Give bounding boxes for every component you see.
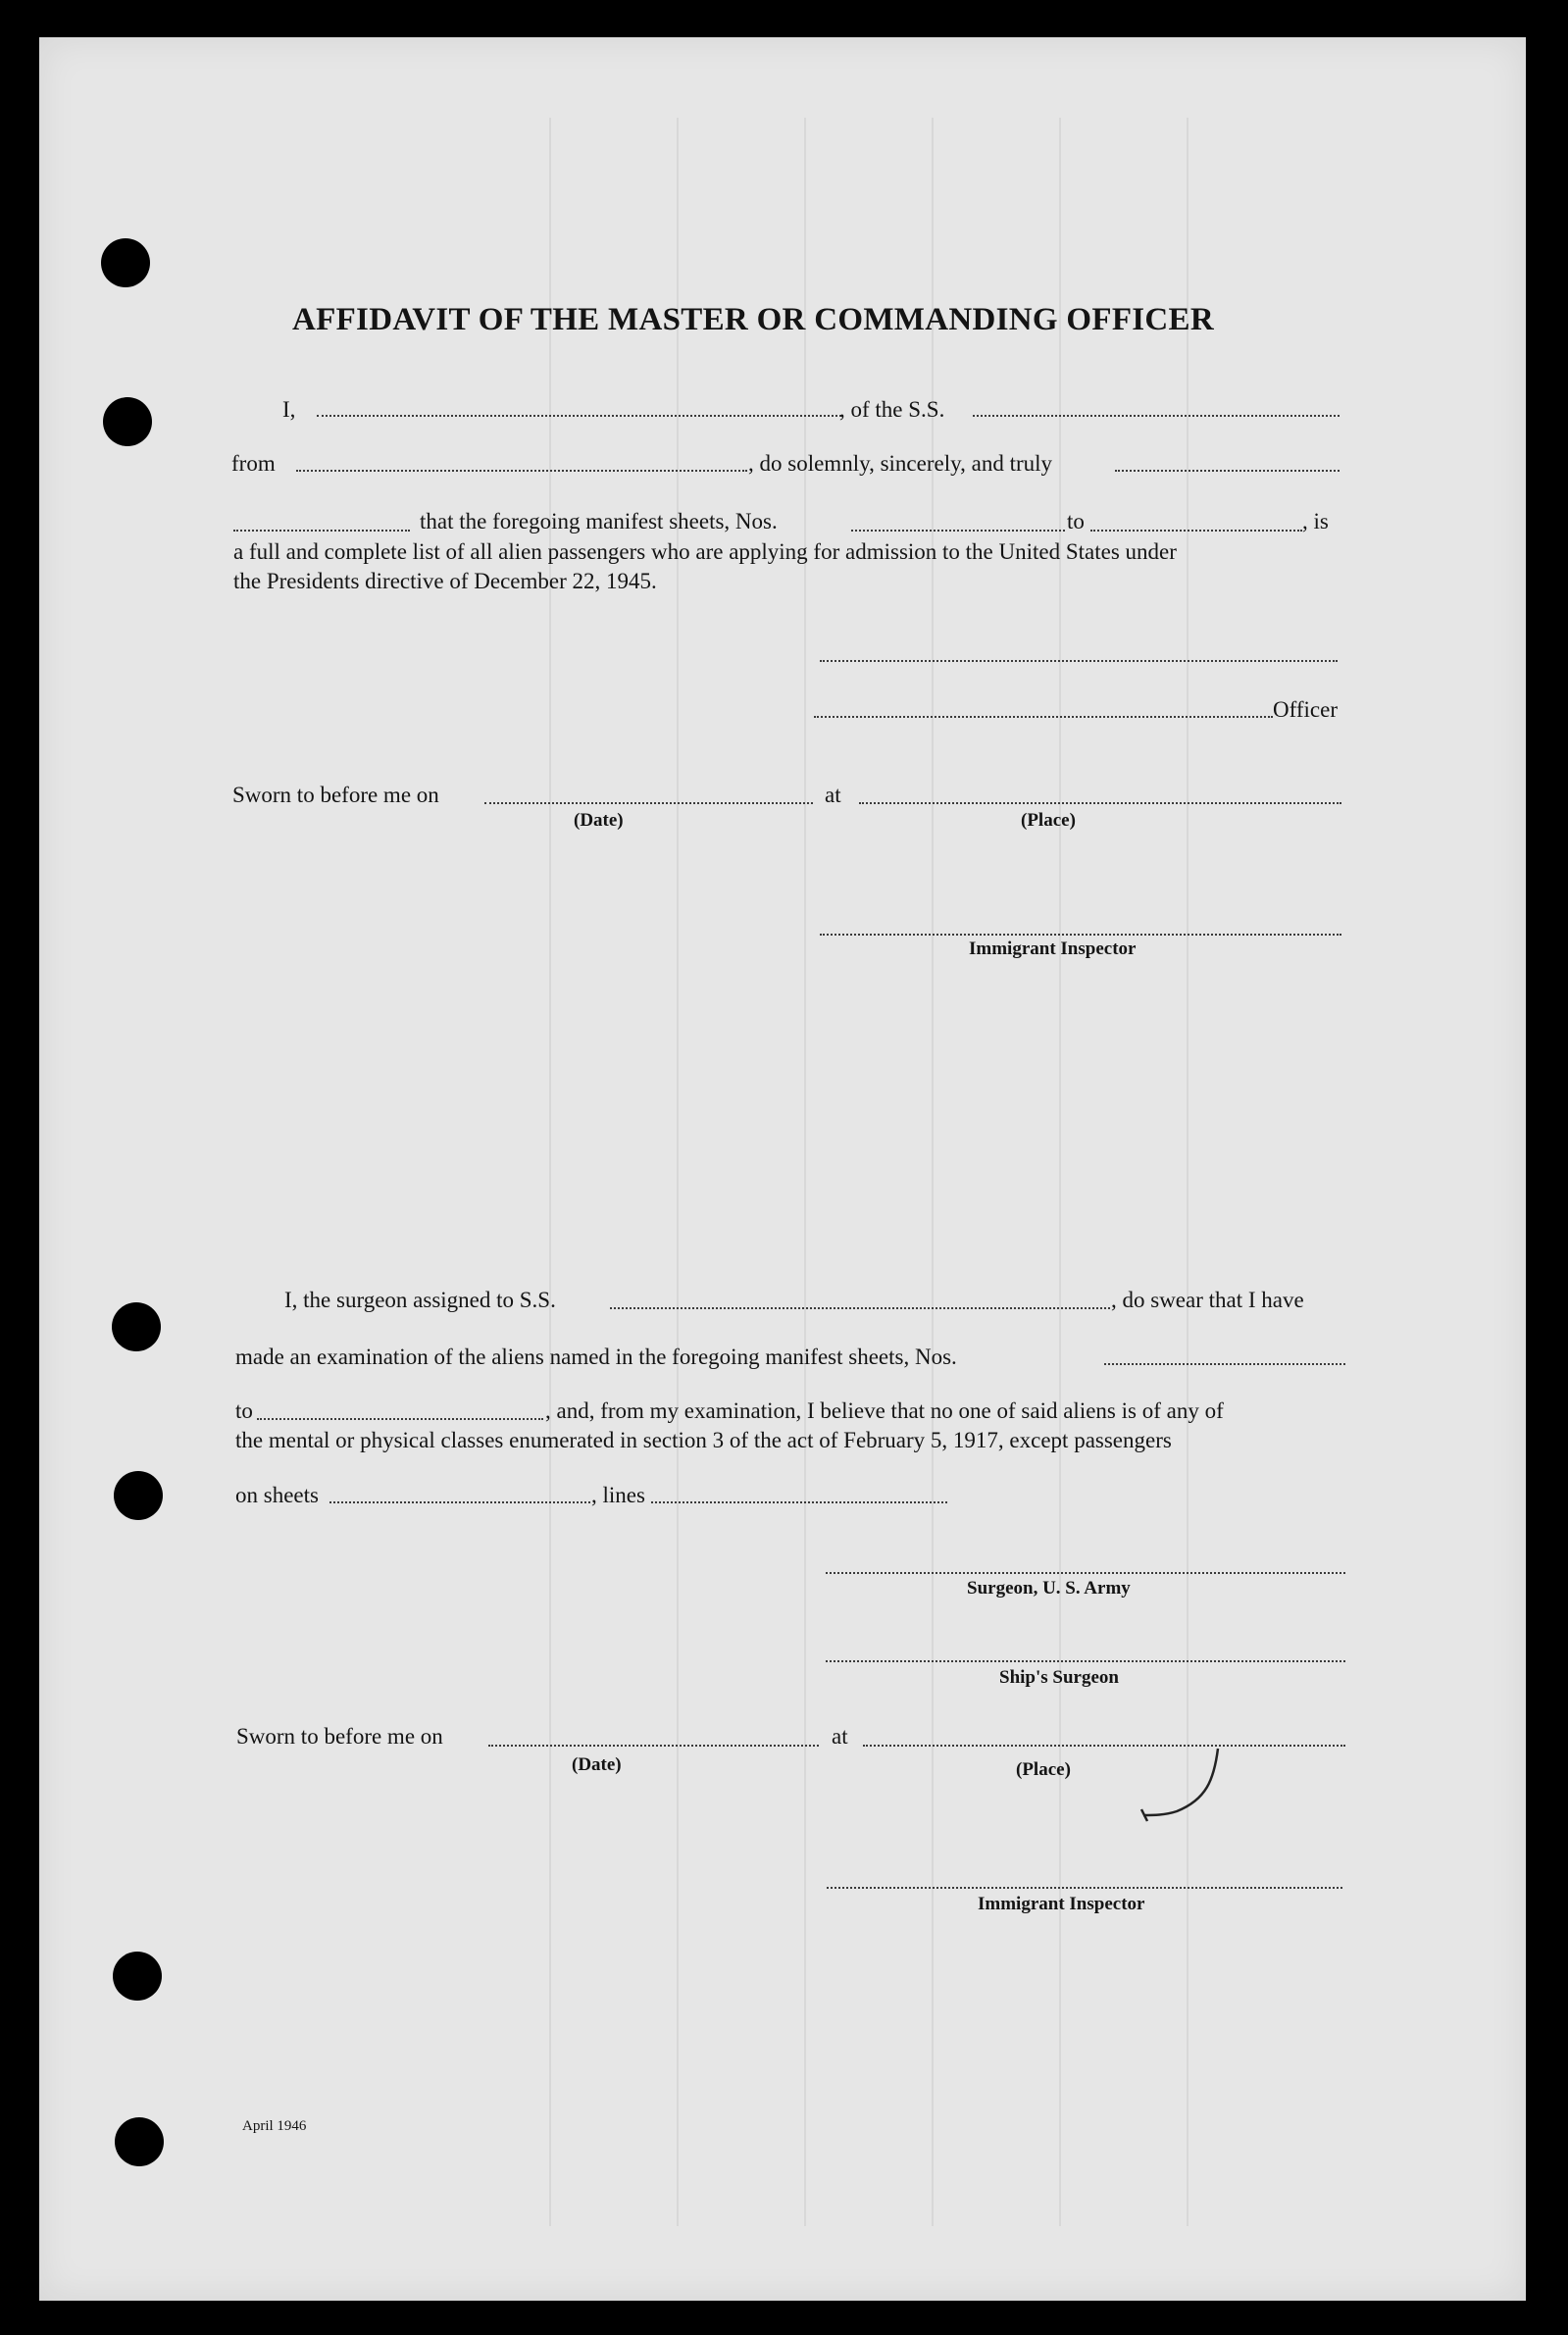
sworn-place-field[interactable] [863,1745,1345,1747]
master-i-label: I, [282,397,296,422]
binder-hole [115,2117,164,2166]
form-sheet [39,37,1526,2301]
army-surgeon-signature-line[interactable] [826,1572,1345,1574]
sworn-at-label: at [832,1724,848,1749]
date-caption: (Date) [574,810,624,831]
surgeon-statement-line: the mental or physical classes enumerated in section 3 of the act of February 5, 1917, except passengers [235,1428,1172,1452]
surgeon-to-label: to [235,1398,253,1423]
master-statement-line: the Presidents directive of December 22, 1945. [233,569,657,593]
master-swear-label: , do solemnly, sincerely, and truly [748,451,1053,476]
surgeon-statement-line: I, the surgeon assigned to S.S. [284,1288,556,1312]
sworn-label: Sworn to before me on [236,1724,443,1749]
surgeon-manifest-from-field[interactable] [1104,1363,1345,1365]
bleed-through-line [804,118,806,2226]
port-field[interactable] [296,470,747,472]
binder-hole [112,1302,161,1351]
bleed-through-line [549,118,551,2226]
sworn-at-label: at [825,783,841,807]
oath-continued-field[interactable] [233,530,410,532]
master-name-field[interactable] [317,415,841,417]
surgeon-statement-line: made an examination of the aliens named in the foregoing manifest sheets, Nos. [235,1345,957,1369]
ship-surgeon-signature-line[interactable] [826,1660,1345,1662]
master-signature-line[interactable] [820,660,1338,662]
surgeon-statement-line: , do swear that I have [1111,1288,1304,1312]
date-caption: (Date) [572,1754,622,1775]
sworn-date-field[interactable] [484,802,813,804]
officer-label: Officer [1273,697,1338,722]
form-date-footer: April 1946 [242,2118,307,2134]
inspector-signature-line[interactable] [820,934,1341,936]
master-is-label: , is [1302,509,1329,533]
surgeon-manifest-to-field[interactable] [257,1418,543,1420]
binder-hole [101,238,150,287]
master-of-ss-label: , of the S.S. [839,397,945,422]
immigrant-inspector-label: Immigrant Inspector [978,1894,1145,1914]
inspector-signature-line[interactable] [827,1887,1342,1889]
binder-hole [113,1952,162,2001]
ship-name-field[interactable] [973,415,1340,417]
officer-signature-line[interactable] [814,716,1273,718]
place-caption: (Place) [1016,1759,1071,1780]
exception-sheets-field[interactable] [329,1501,590,1503]
manifest-to-field[interactable] [1090,530,1302,532]
exception-lines-field[interactable] [651,1501,947,1503]
place-caption: (Place) [1021,810,1076,831]
pen-mark [1128,1741,1226,1839]
sworn-place-field[interactable] [859,802,1341,804]
sworn-date-field[interactable] [488,1745,819,1747]
manifest-from-field[interactable] [851,530,1065,532]
master-manifest-label: that the foregoing manifest sheets, Nos. [420,509,778,533]
surgeon-sheets-label: on sheets [235,1483,319,1507]
binder-hole [103,397,152,446]
immigrant-inspector-label: Immigrant Inspector [969,939,1137,959]
bleed-through-line [1187,118,1189,2226]
surgeon-lines-label: , lines [591,1483,645,1507]
surgeon-ship-field[interactable] [610,1307,1110,1309]
master-to-label: to [1067,509,1085,533]
surgeon-statement-line: , and, from my examination, I believe that no one of said aliens is of any of [545,1398,1224,1423]
bleed-through-line [932,118,934,2226]
sworn-label: Sworn to before me on [232,783,439,807]
bleed-through-line [677,118,679,2226]
master-statement-line: a full and complete list of all alien passengers who are applying for admission to the United States under [233,539,1177,564]
binder-hole [114,1471,163,1520]
form-title: AFFIDAVIT OF THE MASTER OR COMMANDING OFFICER [292,302,1214,337]
master-from-label: from [231,451,276,476]
army-surgeon-label: Surgeon, U. S. Army [967,1578,1131,1599]
ship-surgeon-label: Ship's Surgeon [999,1667,1119,1688]
oath-field[interactable] [1115,470,1340,472]
